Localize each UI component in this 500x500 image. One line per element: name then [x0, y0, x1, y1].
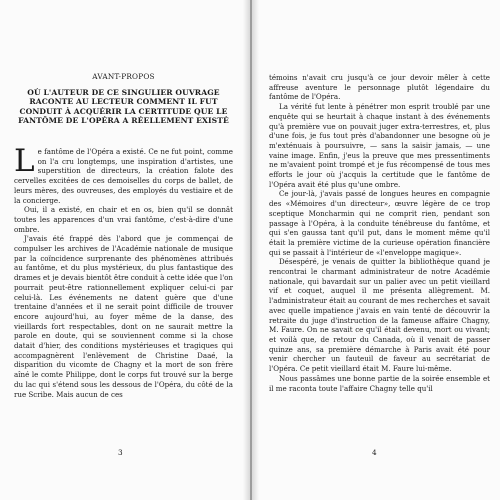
section-label: AVANT-PROPOS: [92, 72, 155, 81]
right-page: [259, 0, 500, 500]
paragraph-text: e fantôme de l'Opéra a existé. Ce ne fut point, comme on l'a cru longtemps, une inspiration d'artistes, une superstition de directeurs, la création falote des cervelles excitées de ces demoiselles du corps de ballet, de leurs mères, des ouvreuses, des employés du vestiaire et de la concierge.: [14, 147, 233, 205]
body-paragraph: La vérité fut lente à pénétrer mon esprit troublé par une enquête qui se heurtait à chaque instant à des événements qu'à première vue on pouvait juger extra-terrestres, et, plus d'une fois, je fus tout près d'abandonner une besogne où je m'exténuais à poursuivre, — sans la saisir jamais, — une vaine image. Enfin, j'eus la preuve que mes pressentiments ne m'avaient point trompé et je fus récompensé de tous mes efforts le jour où j'acquis la certitude que le fantôme de l'Opéra avait été plus qu'une ombre.: [269, 102, 490, 189]
body-paragraph: Nous passâmes une bonne partie de la soirée ensemble et il me raconta toute l'affaire Chagny telle qu'il: [269, 373, 490, 393]
left-page: [0, 0, 243, 500]
body-paragraph: Oui, il a existé, en chair et en os, bien qu'il se donnât toutes les apparences d'un vrai fantôme, c'est-à-dire d'une ombre.: [14, 205, 233, 234]
body-paragraph: Ce jour-là, j'avais passé de longues heures en compagnie des «Mémoires d'un directeur», œuvre légère de ce trop sceptique Moncharmin qui ne comprit rien, pendant son passage à l'Opéra, à la conduite ténébreuse du fantôme, et qui s'en gaussa tant qu'il put, dans le moment même qu'il était la première victime de la curieuse opération financière qui se passait à l'intérieur de «l'enveloppe magique».: [269, 189, 490, 257]
page-number: 3: [118, 448, 123, 457]
drop-cap: L: [14, 143, 35, 179]
body-paragraph: [14, 143, 233, 205]
body-paragraph: Désespéré, je venais de quitter la bibliothèque quand je rencontrai le charmant administrateur de notre Académie nationale, qui bavardait sur un palier avec un petit vieillard vif et coquet, auquel il me présenta allègrement. M. l'administrateur était au courant de mes recherches et savait avec quelle impatience j'avais en vain tenté de découvrir la retraite du juge d'instruction de la fameuse affaire Chagny, M. Faure. On ne savait ce qu'il était devenu, mort ou vivant; et voilà que, de retour du Canada, où il venait de passer quinze ans, sa première démarche à Paris avait été pour venir chercher un fauteuil de faveur au secrétariat de l'Opéra. Ce petit vieillard était M. Faure lui-même.: [269, 257, 490, 374]
body-paragraph: témoins n'avait cru jusqu'à ce jour devoir mêler à cette affreuse aventure le personnage plutôt légendaire du fantôme de l'Opéra.: [269, 73, 490, 102]
right-page-body: [269, 73, 490, 393]
left-page-body: [14, 143, 233, 399]
book-gutter: [243, 0, 259, 500]
page-number: 4: [372, 448, 377, 457]
body-paragraph: J'avais été frappé dès l'abord que je commençai de compulser les archives de l'Académie nationale de musique par la coïncidence surprenante des phénomènes attribués au fantôme, et du plus mystérieux, du plus fantastique des drames et je devais bientôt être conduit à cette idée que l'on pourrait peut-être rationnellement expliquer celui-ci par celui-là. Les événements ne datent guère que d'une trentaine d'années et il ne serait point difficile de trouver encore aujourd'hui, au foyer même de la danse, des vieillards fort respectables, dont on ne saurait mettre la parole en doute, qui se souviennent comme si la chose datait d'hier, des conditions mystérieuses et tragiques qui accompagnèrent l'enlèvement de Christine Daaé, la disparition du vicomte de Chagny et la mort de son frère aîné le comte Philippe, dont le corps fut trouvé sur la berge du lac qui s'étend sous les dessous de l'Opéra, du côté de la rue Scribe. Mais aucun de ces: [14, 234, 233, 399]
chapter-heading: [14, 72, 233, 126]
chapter-title: OÙ L'AUTEUR DE CE SINGULIER OUVRAGE RACONTE AU LECTEUR COMMENT IL FUT CONDUIT À ACQUÉRIR LA CERTITUDE QUE LE FANTÔME DE L'OPÉRA A RÉELLEMENT EXISTÉ: [18, 87, 229, 126]
